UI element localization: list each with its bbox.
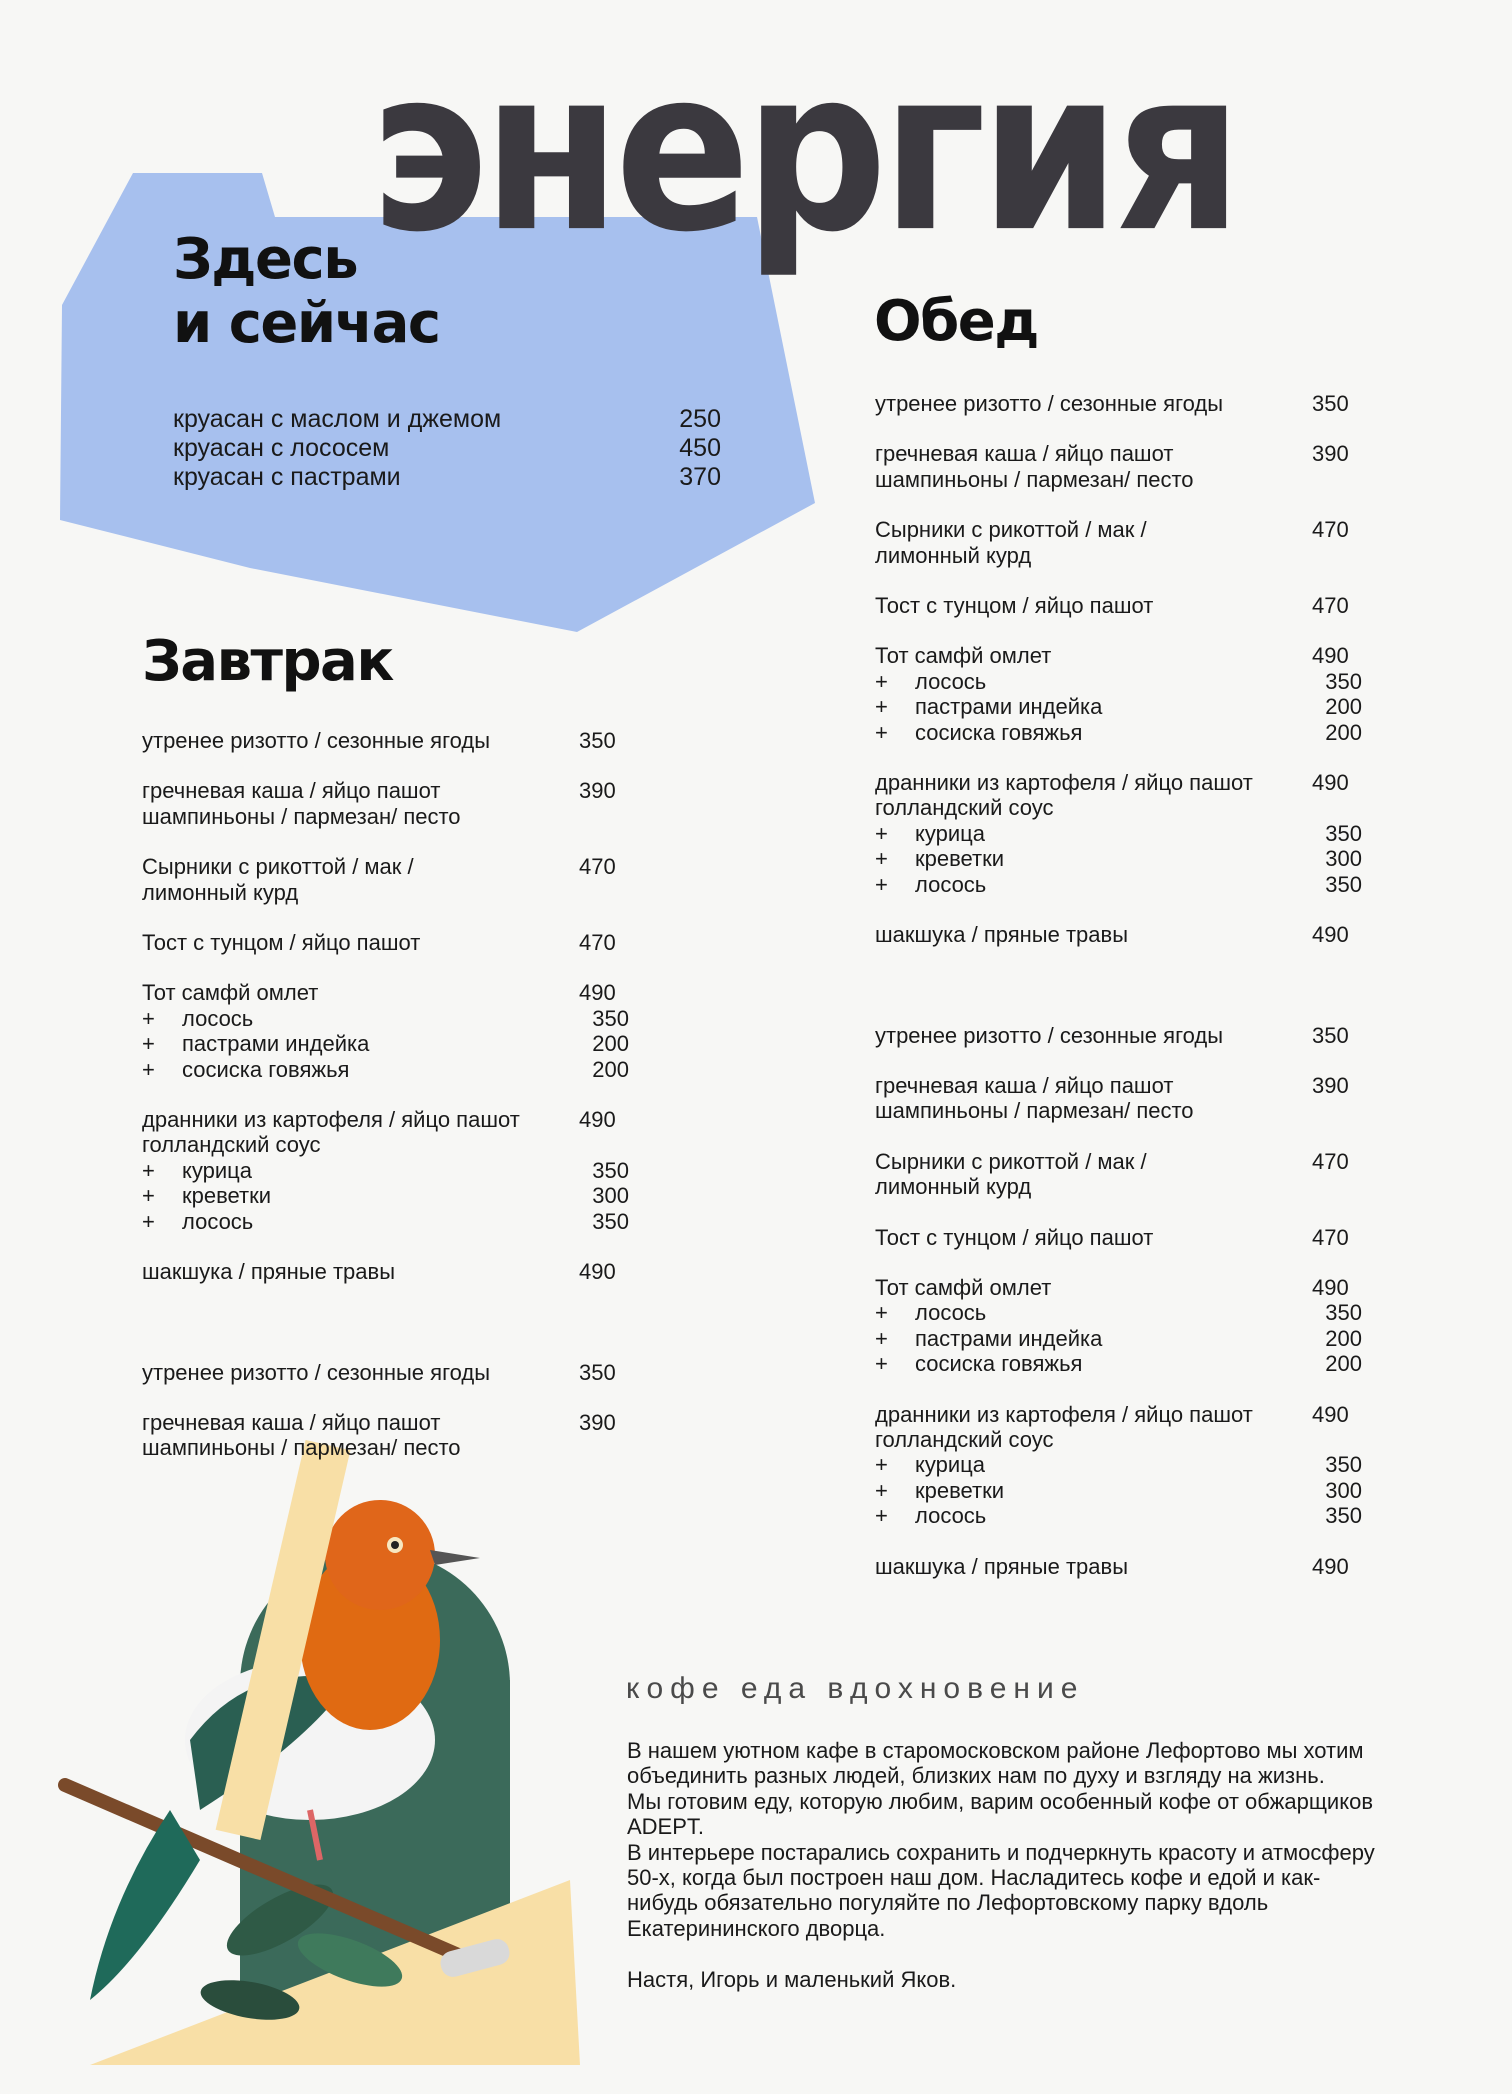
addon-price: 300: [1325, 846, 1362, 872]
item-name: круасан с лососем: [173, 434, 390, 462]
menu-item-price: 350: [1312, 391, 1349, 416]
menu-addon: [875, 1478, 1362, 1503]
menu-item-row: [875, 1554, 1362, 1579]
menu-item: [142, 980, 629, 1082]
plus-icon: +: [875, 1300, 888, 1326]
menu-item-name: шакшука / пряные травы: [875, 1553, 1129, 1579]
menu-item: [142, 1360, 629, 1385]
addon-name: сосиска говяжья: [915, 719, 1083, 745]
plus-icon: +: [142, 1056, 155, 1082]
addon-price: 350: [1325, 668, 1362, 694]
menu-item: [875, 1225, 1362, 1250]
menu-item-row: [142, 980, 629, 1005]
menu-item-row: [875, 593, 1362, 618]
addon-name: пастрами индейка: [182, 1031, 370, 1057]
addon-price: 200: [592, 1056, 629, 1082]
plus-icon: +: [875, 1351, 888, 1377]
menu-item-price: 490: [579, 1107, 616, 1133]
addon-name: креветки: [182, 1183, 272, 1209]
item-price: 250: [679, 405, 721, 433]
menu-item-price: 490: [579, 1259, 616, 1285]
menu-addon: [875, 720, 1362, 745]
addon-price: 350: [592, 1157, 629, 1183]
section-gap: [875, 973, 1362, 1023]
addon-name: лосось: [915, 668, 987, 694]
menu-item: [875, 922, 1362, 947]
menu-item-price: 490: [1312, 922, 1349, 948]
addon-price: 200: [1325, 1325, 1362, 1351]
menu-item-price: 490: [1312, 1274, 1349, 1300]
menu-item-name: утренее ризотто / сезонные ягоды: [142, 1359, 491, 1385]
menu-item: [875, 593, 1362, 618]
menu-addon: [875, 1326, 1362, 1351]
menu-item-row: [142, 854, 629, 905]
menu-addon: [875, 1452, 1362, 1477]
menu-item-row: [875, 922, 1362, 947]
menu-addon: [875, 1300, 1362, 1325]
menu-item-name: утренее ризотто / сезонные ягоды: [875, 1022, 1224, 1048]
menu-item-price: 390: [1312, 441, 1349, 467]
addon-price: 350: [1325, 820, 1362, 846]
menu-item-row: [142, 1107, 629, 1158]
addon-price: 300: [1325, 1477, 1362, 1503]
addon-price: 200: [1325, 694, 1362, 720]
about-paragraph: В интерьере постарались сохранить и подчеркнуть красоту и атмосферу 50-х, когда был построен наш дом. Насладитесь кофе и едой и как-нибудь обязательно погуляйте по Лефортовскому парку вдоль Екатерининского дворца.: [627, 1839, 1375, 1941]
addon-price: 350: [592, 1208, 629, 1234]
lunch-title: Обед: [874, 289, 1038, 354]
plus-icon: +: [875, 668, 888, 694]
menu-item-row: [875, 1023, 1362, 1048]
menu-item-price: 350: [1312, 1022, 1349, 1048]
addon-name: сосиска говяжья: [182, 1056, 350, 1082]
menu-item-name: Тост с тунцом / яйцо пашот: [875, 593, 1154, 619]
menu-item: [875, 441, 1362, 492]
list-item: [173, 405, 721, 434]
addon-price: 300: [592, 1183, 629, 1209]
menu-item-row: [875, 643, 1362, 668]
menu-addon: [875, 846, 1362, 871]
section-gap: [142, 1310, 629, 1360]
plus-icon: +: [142, 1157, 155, 1183]
addon-name: лосось: [182, 1208, 254, 1234]
menu-item-name: Тот самфй омлет: [142, 980, 319, 1006]
menu-item-name: гречневая каша / яйцо пашот шампиньоны / пармезан/ песто: [875, 441, 1194, 492]
item-name: круасан с маслом и джемом: [173, 405, 502, 433]
menu-item-row: [142, 1259, 629, 1284]
menu-item-row: [875, 517, 1362, 568]
menu-item-row: [875, 1225, 1362, 1250]
menu-item-name: утренее ризотто / сезонные ягоды: [875, 391, 1224, 416]
menu-item-name: Сырники с рикоттой / мак / лимонный курд: [875, 517, 1147, 568]
menu-addon: [142, 1031, 629, 1056]
plus-icon: +: [875, 1503, 888, 1529]
menu-item: [875, 1402, 1362, 1529]
addon-price: 350: [1325, 871, 1362, 897]
menu-addon: [875, 821, 1362, 846]
menu-addon: [875, 1351, 1362, 1376]
hero-title: [173, 228, 440, 356]
menu-item-row: [142, 930, 629, 955]
item-price: 370: [679, 463, 721, 491]
menu-item-price: 470: [1312, 593, 1349, 619]
addon-name: лосось: [915, 871, 987, 897]
menu-item-name: гречневая каша / яйцо пашот шампиньоны / пармезан/ песто: [142, 778, 461, 829]
menu-item-price: 490: [1312, 643, 1349, 669]
menu-addon: [142, 1183, 629, 1208]
menu-addon: [875, 1503, 1362, 1528]
menu-item-name: Сырники с рикоттой / мак / лимонный курд: [875, 1148, 1147, 1200]
menu-item: [875, 1275, 1362, 1377]
menu-item-row: [875, 1402, 1362, 1453]
menu-item: [142, 1410, 629, 1461]
plus-icon: +: [142, 1031, 155, 1057]
plus-icon: +: [875, 846, 888, 872]
hero-title-line2: и сейчас: [173, 291, 440, 356]
addon-price: 350: [1325, 1300, 1362, 1326]
addon-price: 200: [1325, 719, 1362, 745]
addon-name: креветки: [915, 1477, 1005, 1503]
item-name: круасан с пастрами: [173, 463, 401, 491]
menu-item-name: гречневая каша / яйцо пашот шампиньоны / пармезан/ песто: [142, 1409, 461, 1461]
addon-name: пастрами индейка: [915, 1325, 1103, 1351]
addon-price: 200: [1325, 1351, 1362, 1377]
menu-item-name: дранники из картофеля / яйцо пашот голландский соус: [142, 1107, 520, 1158]
menu-item-name: Тост с тунцом / яйцо пашот: [142, 930, 421, 956]
addon-price: 350: [1325, 1452, 1362, 1478]
list-item: [173, 463, 721, 492]
menu-item-name: дранники из картофеля / яйцо пашот голландский соус: [875, 1401, 1253, 1452]
addon-name: курица: [182, 1157, 252, 1183]
addon-name: сосиска говяжья: [915, 1351, 1083, 1377]
plus-icon: +: [875, 871, 888, 897]
menu-addon: [142, 1006, 629, 1031]
menu-item-price: 470: [1312, 517, 1349, 543]
about-paragraph: В нашем уютном кафе в старомосковском районе Лефортово мы хотим объединить разных людей, близких нам по духу и взгляду на жизнь.: [627, 1738, 1364, 1789]
menu-item-row: [142, 728, 629, 753]
addon-name: пастрами индейка: [915, 694, 1103, 720]
menu-item-row: [875, 770, 1362, 821]
breakfast-title: Завтрак: [142, 629, 393, 694]
plus-icon: +: [875, 1452, 888, 1478]
menu-addon: [142, 1209, 629, 1234]
addon-name: курица: [915, 820, 985, 846]
menu-item: [142, 930, 629, 955]
menu-item-price: 350: [579, 728, 616, 753]
addon-name: лосось: [915, 1503, 987, 1529]
menu-item-name: Тост с тунцом / яйцо пашот: [875, 1224, 1154, 1250]
menu-item-price: 490: [579, 980, 616, 1006]
hero-list: [173, 405, 721, 492]
menu-item: [875, 643, 1362, 745]
addon-price: 200: [592, 1031, 629, 1057]
menu-item-price: 490: [1312, 770, 1349, 796]
about-text: [627, 1738, 1387, 1992]
plus-icon: +: [142, 1208, 155, 1234]
about-paragraph: Мы готовим еду, которую любим, варим особенный кофе от обжарщиков ADEPT.: [627, 1788, 1374, 1840]
list-item: [173, 434, 721, 463]
menu-item: [142, 728, 629, 753]
plus-icon: +: [142, 1183, 155, 1209]
addon-name: лосось: [182, 1005, 254, 1031]
menu-item-row: [142, 1410, 629, 1461]
plus-icon: +: [875, 820, 888, 846]
signature: Настя, Игорь и маленький Яков.: [627, 1966, 957, 1992]
menu-item: [875, 517, 1362, 568]
menu-item-row: [142, 1360, 629, 1385]
menu-item-name: шакшука / пряные травы: [142, 1259, 396, 1285]
menu-item-price: 470: [579, 930, 616, 956]
addon-name: лосось: [915, 1300, 987, 1326]
hero-title-line1: Здесь: [173, 227, 358, 292]
menu-item: [142, 778, 629, 829]
plus-icon: +: [875, 1477, 888, 1503]
menu-item-name: дранники из картофеля / яйцо пашот голландский соус: [875, 770, 1253, 821]
menu-item-name: Тот самфй омлет: [875, 643, 1052, 669]
menu-item-row: [875, 1073, 1362, 1124]
menu-addon: [142, 1057, 629, 1082]
plus-icon: +: [875, 719, 888, 745]
menu-item-price: 470: [1312, 1148, 1349, 1174]
addon-price: 350: [1325, 1503, 1362, 1529]
tagline: кофе еда вдохновение: [626, 1672, 1085, 1705]
menu-addon: [875, 669, 1362, 694]
menu-item: [142, 1107, 629, 1234]
menu-item-price: 350: [579, 1359, 616, 1385]
menu-item-price: 390: [579, 778, 616, 804]
menu-item-price: 490: [1312, 1401, 1349, 1427]
menu-item: [875, 1149, 1362, 1200]
menu-item: [142, 1259, 629, 1284]
plus-icon: +: [875, 694, 888, 720]
menu-item: [875, 770, 1362, 897]
bird-illustration: [50, 1440, 610, 2070]
menu-item-name: Сырники с рикоттой / мак / лимонный курд: [142, 854, 414, 905]
menu-addon: [875, 872, 1362, 897]
menu-item-name: гречневая каша / яйцо пашот шампиньоны / пармезан/ песто: [875, 1072, 1194, 1124]
menu-item-price: 390: [579, 1409, 616, 1435]
menu-item-price: 470: [579, 854, 616, 880]
item-price: 450: [679, 434, 721, 462]
menu-item-row: [875, 391, 1362, 416]
menu-item-price: 490: [1312, 1553, 1349, 1579]
menu-item-name: шакшука / пряные травы: [875, 922, 1129, 948]
menu-item: [875, 1023, 1362, 1048]
menu-item: [875, 1554, 1362, 1579]
lunch-menu: [875, 391, 1362, 1604]
plus-icon: +: [142, 1005, 155, 1031]
menu-item-row: [142, 778, 629, 829]
menu-addon: [875, 694, 1362, 719]
menu-item-price: 390: [1312, 1072, 1349, 1098]
addon-price: 350: [592, 1005, 629, 1031]
menu-item-row: [875, 441, 1362, 492]
menu-item-row: [875, 1149, 1362, 1200]
breakfast-menu: [142, 728, 629, 1486]
menu-item-name: Тот самфй омлет: [875, 1274, 1052, 1300]
menu-item-row: [875, 1275, 1362, 1300]
menu-addon: [142, 1158, 629, 1183]
plus-icon: +: [875, 1325, 888, 1351]
menu-item: [875, 1073, 1362, 1124]
addon-name: креветки: [915, 846, 1005, 872]
menu-item-price: 470: [1312, 1224, 1349, 1250]
menu-item: [875, 391, 1362, 416]
brand-logo: энергия: [370, 20, 1237, 282]
addon-name: курица: [915, 1452, 985, 1478]
menu-item: [142, 854, 629, 905]
menu-item-name: утренее ризотто / сезонные ягоды: [142, 728, 491, 753]
